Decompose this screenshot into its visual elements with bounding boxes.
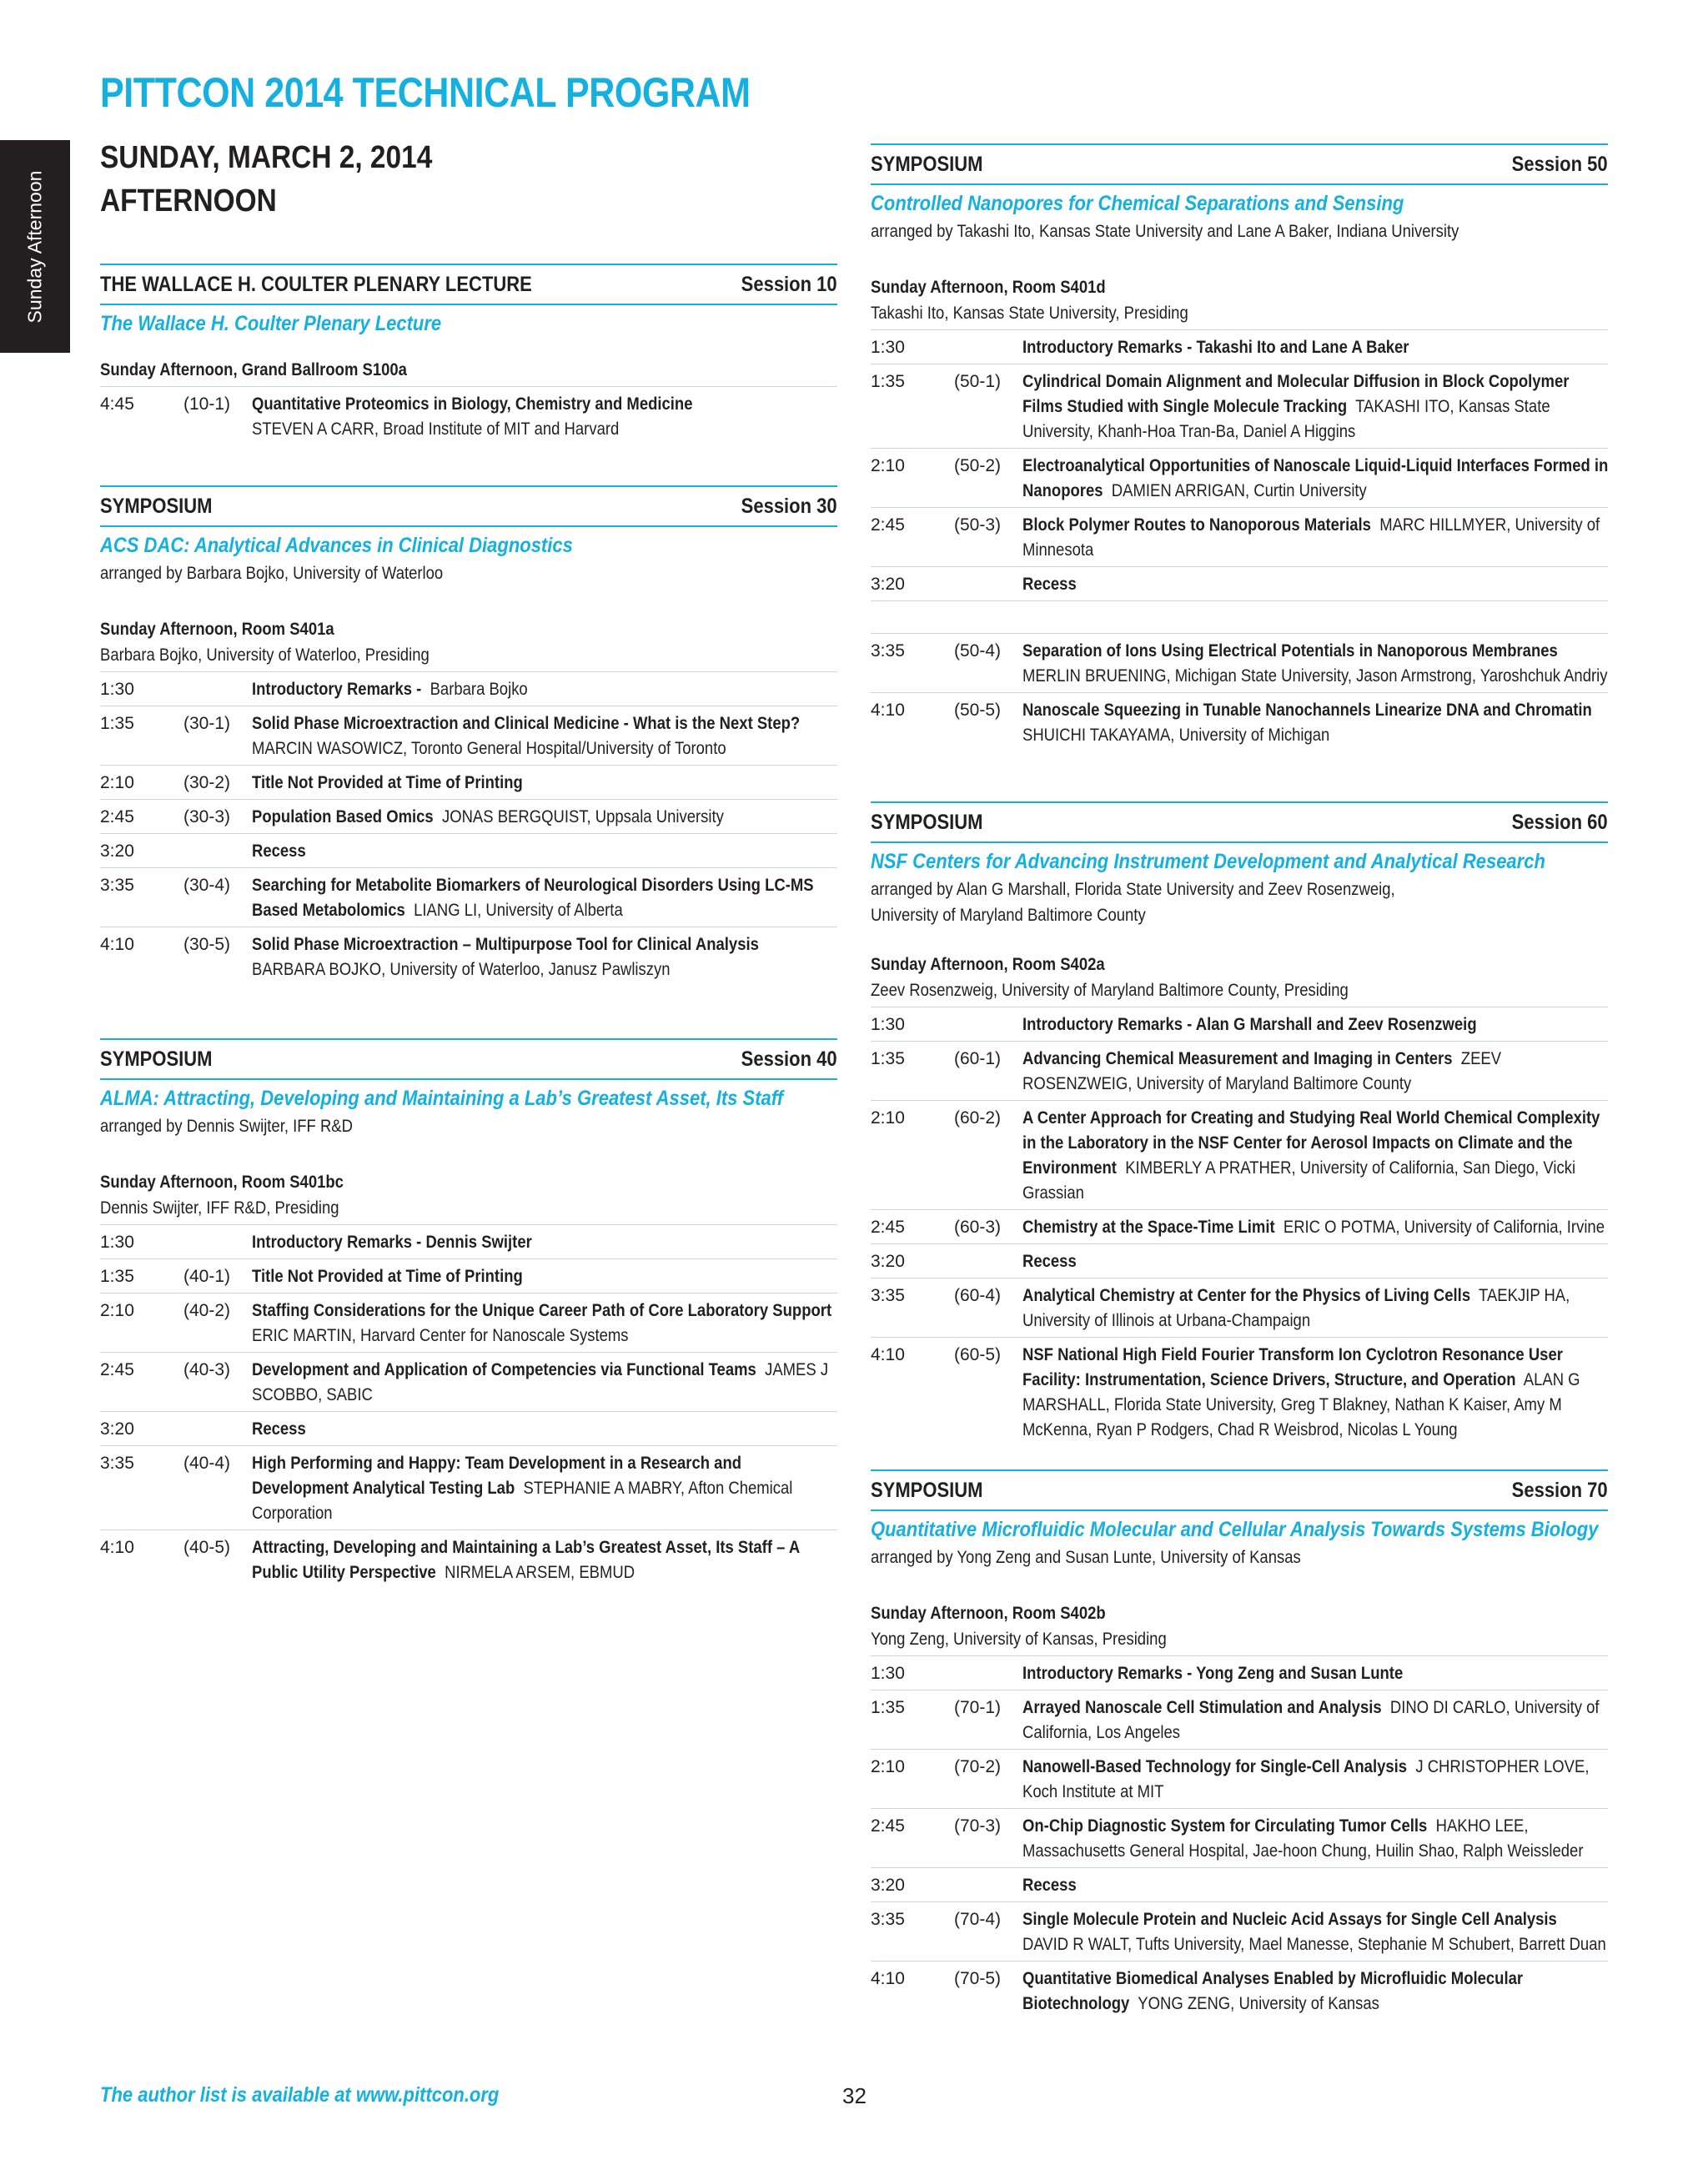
talk-time: 4:10 <box>871 1345 905 1364</box>
talk-code: (40-2) <box>183 1301 231 1320</box>
talk-authors: TAEKJIP HA, University of Illinois at Urbana-Champaign <box>1022 1286 1570 1330</box>
talk-time: 2:10 <box>100 773 134 792</box>
talk-row <box>871 692 1608 751</box>
talk-authors: DAMIEN ARRIGAN, Curtin University <box>1111 481 1367 500</box>
talk-authors: ALAN G MARSHALL, Florida State University, Greg T Blakney, Nathan K Kaiser, Amy M McKenna, Ryan P Rodgers, Chad R Weisbrod, Nicolas L Young <box>1022 1370 1580 1439</box>
talk-time: 4:45 <box>100 394 134 414</box>
talk-time: 1:30 <box>100 1233 134 1252</box>
talk-time: 1:35 <box>100 1267 134 1286</box>
talk-title: Title Not Provided at Time of Printing <box>252 1267 523 1286</box>
session-arranged-by: arranged by Alan G Marshall, Florida State University and Zeev Rosenzweig, <box>871 880 1395 899</box>
talk-row <box>871 633 1608 692</box>
talk-row <box>100 867 837 927</box>
talk-title: Quantitative Biomedical Analyses Enabled by Microfluidic Molecular Biotechnology <box>1022 1969 1524 2013</box>
talk-row <box>100 1445 837 1530</box>
talk-row <box>871 1961 1608 2020</box>
talk-code: (70-2) <box>954 1757 1002 1776</box>
session-type: SYMPOSIUM <box>871 1478 983 1502</box>
talk-authors: LIANG LI, University of Alberta <box>414 901 623 920</box>
talk-time: 2:10 <box>871 1757 905 1776</box>
talk-time: 4:10 <box>100 1538 134 1557</box>
talk-title: Introductory Remarks - Takashi Ito and Lane A Baker <box>1022 338 1409 357</box>
talk-code: (60-4) <box>954 1286 1002 1305</box>
talk-title: Chemistry at the Space-Time Limit <box>1022 1218 1275 1237</box>
session-room: Sunday Afternoon, Room S401d <box>871 278 1106 297</box>
talk-authors: BARBARA BOJKO, University of Waterloo, Janusz Pawliszyn <box>252 960 671 979</box>
talk-row <box>871 1655 1608 1690</box>
talk-time: 2:45 <box>871 1816 905 1836</box>
talk-title: Population Based Omics <box>252 807 434 826</box>
talk-time: 3:35 <box>100 876 134 895</box>
talk-code: (70-4) <box>954 1910 1002 1929</box>
talk-code: (40-5) <box>183 1538 231 1557</box>
session-number: Session 30 <box>741 494 837 518</box>
talk-time: 4:10 <box>871 701 905 720</box>
talk-authors: ERIC O POTMA, University of California, Irvine <box>1283 1218 1605 1237</box>
talk-row <box>871 1901 1608 1961</box>
talk-time: 3:20 <box>871 575 905 594</box>
talk-title: High Performing and Happy: Team Development in a Research and Development Analytical Testing Lab <box>252 1454 742 1498</box>
session-type: THE WALLACE H. COULTER PLENARY LECTURE <box>100 272 532 296</box>
talk-title: Nanoscale Squeezing in Tunable Nanochannels Linearize DNA and Chromatin <box>1022 701 1592 720</box>
talk-title: Recess <box>252 1419 306 1439</box>
talk-code: (30-2) <box>183 773 231 792</box>
talk-code: (40-4) <box>183 1454 231 1473</box>
talk-code: (70-1) <box>954 1698 1002 1717</box>
talk-title: Recess <box>1022 575 1077 594</box>
talk-authors: SHUICHI TAKAYAMA, University of Michigan <box>1022 726 1330 745</box>
talk-title: Title Not Provided at Time of Printing <box>252 773 523 792</box>
session-number: Session 60 <box>1512 810 1608 834</box>
talk-time: 3:20 <box>871 1876 905 1895</box>
session-number: Session 70 <box>1512 1478 1608 1502</box>
session-room: Sunday Afternoon, Room S402a <box>871 955 1105 974</box>
talk-code <box>954 572 1022 597</box>
talk-authors: NIRMELA ARSEM, EBMUD <box>445 1563 635 1582</box>
footer-author-list-note: The author list is available at www.pittcon.org <box>100 2083 500 2107</box>
talk-row <box>100 927 837 986</box>
talk-row <box>100 765 837 799</box>
talk-code <box>183 1417 252 1442</box>
session-title: Quantitative Microfluidic Molecular and Cellular Analysis Towards Systems Biology <box>871 1518 1599 1541</box>
talk-code: (60-1) <box>954 1049 1002 1068</box>
talk-code <box>183 1230 252 1255</box>
talk-title: Single Molecule Protein and Nucleic Acid Assays for Single Cell Analysis <box>1022 1910 1557 1929</box>
talk-title: Introductory Remarks - Dennis Swijter <box>252 1233 532 1252</box>
talk-title: Recess <box>1022 1876 1077 1895</box>
talk-title: Introductory Remarks - Alan G Marshall and Zeev Rosenzweig <box>1022 1015 1477 1034</box>
session-30 <box>100 485 837 986</box>
session-presiding: Yong Zeng, University of Kansas, Presiding <box>871 1630 1167 1649</box>
session-60 <box>871 801 1608 1446</box>
session-number: Session 40 <box>741 1047 837 1071</box>
talk-code: (60-5) <box>954 1345 1002 1364</box>
session-header <box>871 143 1608 185</box>
session-title: The Wallace H. Coulter Plenary Lecture <box>100 312 442 335</box>
session-arranged-by: arranged by Dennis Swijter, IFF R&D <box>100 1117 353 1136</box>
talk-title: On-Chip Diagnostic System for Circulating Tumor Cells <box>1022 1816 1428 1836</box>
talk-time: 1:30 <box>871 1015 905 1034</box>
talk-time: 2:45 <box>871 1218 905 1237</box>
talk-authors: DAVID R WALT, Tufts University, Mael Manesse, Stephanie M Schubert, Barrett Duan <box>1022 1935 1606 1954</box>
session-header <box>871 801 1608 843</box>
talk-row <box>100 386 837 445</box>
session-title: Controlled Nanopores for Chemical Separations and Sensing <box>871 192 1404 215</box>
talk-row <box>871 1209 1608 1243</box>
talk-title: Recess <box>252 841 306 861</box>
talk-list <box>871 1007 1608 1446</box>
talk-authors: ZEEV ROSENZWEIG, University of Maryland Baltimore County <box>1022 1049 1502 1093</box>
session-10 <box>100 264 837 445</box>
talk-title: Searching for Metabolite Biomarkers of Neurological Disorders Using LC-MS Based Metabolomics <box>252 876 814 920</box>
session-number: Session 50 <box>1512 152 1608 176</box>
talk-title: A Center Approach for Creating and Studying Real World Chemical Complexity in the Laboratory in the NSF Center for Aerosol Impacts on Climate and the Environment <box>1022 1108 1600 1178</box>
talk-row <box>871 1100 1608 1209</box>
session-title: ALMA: Attracting, Developing and Maintaining a Lab’s Greatest Asset, Its Staff <box>100 1087 784 1110</box>
talk-row <box>100 1411 837 1445</box>
talk-title: Introductory Remarks - Yong Zeng and Susan Lunte <box>1022 1664 1404 1683</box>
talk-time: 2:10 <box>871 456 905 475</box>
talk-time: 1:30 <box>871 338 905 357</box>
talk-row <box>871 1337 1608 1446</box>
part-of-day-line: AFTERNOON <box>100 183 277 219</box>
session-type: SYMPOSIUM <box>871 810 983 834</box>
talk-title: Arrayed Nanoscale Cell Stimulation and Analysis <box>1022 1698 1382 1717</box>
talk-title: Analytical Chemistry at Center for the Physics of Living Cells <box>1022 1286 1471 1305</box>
talk-row <box>871 364 1608 448</box>
talk-code: (50-2) <box>954 456 1002 475</box>
talk-time: 2:10 <box>100 1301 134 1320</box>
session-arranged-by: arranged by Yong Zeng and Susan Lunte, University of Kansas <box>871 1548 1301 1567</box>
talk-title: Electroanalytical Opportunities of Nanoscale Liquid-Liquid Interfaces Formed in Nanopores <box>1022 456 1609 500</box>
talk-time: 1:30 <box>871 1664 905 1683</box>
talk-title: Development and Application of Competencies via Functional Teams <box>252 1360 756 1379</box>
talk-time: 4:10 <box>871 1969 905 1988</box>
talk-row <box>100 833 837 867</box>
session-header <box>871 1469 1608 1511</box>
talk-row <box>871 1041 1608 1100</box>
session-type: SYMPOSIUM <box>871 152 983 176</box>
talk-time: 3:35 <box>100 1454 134 1473</box>
session-presiding: Dennis Swijter, IFF R&D, Presiding <box>100 1198 339 1218</box>
talk-row <box>871 507 1608 566</box>
talk-title: Introductory Remarks - <box>252 680 422 699</box>
side-tab-label: Sunday Afternoon <box>23 170 46 324</box>
talk-code: (30-3) <box>183 807 231 826</box>
talk-title: Staffing Considerations for the Unique Career Path of Core Laboratory Support <box>252 1301 832 1320</box>
session-50 <box>871 143 1608 751</box>
talk-code: (60-2) <box>954 1108 1002 1128</box>
talk-time: 1:35 <box>871 1049 905 1068</box>
talk-list <box>871 1655 1608 2020</box>
talk-row <box>100 1530 837 1589</box>
talk-authors: TAKASHI ITO, Kansas State University, Khanh-Hoa Tran-Ba, Daniel A Higgins <box>1022 397 1550 441</box>
session-type: SYMPOSIUM <box>100 494 213 518</box>
talk-row <box>100 1352 837 1411</box>
talk-authors: KIMBERLY A PRATHER, University of California, San Diego, Vicki Grassian <box>1022 1158 1576 1203</box>
talk-row <box>871 329 1608 364</box>
talk-code: (10-1) <box>183 394 231 414</box>
talk-code: (70-3) <box>954 1816 1002 1836</box>
talk-title: Advancing Chemical Measurement and Imaging in Centers <box>1022 1049 1453 1068</box>
talk-title: Solid Phase Microextraction and Clinical Medicine - What is the Next Step? <box>252 714 801 733</box>
talk-time: 3:20 <box>100 841 134 861</box>
session-presiding: Zeev Rosenzweig, University of Maryland Baltimore County, Presiding <box>871 981 1349 1000</box>
talk-title: Recess <box>1022 1252 1077 1271</box>
talk-authors: MERLIN BRUENING, Michigan State University, Jason Armstrong, Yaroshchuk Andriy <box>1022 666 1608 686</box>
page-date-heading <box>100 136 432 223</box>
talk-authors: Barbara Bojko <box>430 680 528 699</box>
talk-code: (50-3) <box>954 515 1002 535</box>
talk-row <box>100 1258 837 1293</box>
page-title: PITTCON 2014 TECHNICAL PROGRAM <box>100 69 751 116</box>
talk-row <box>871 566 1608 600</box>
session-number: Session 10 <box>741 272 837 296</box>
talk-code <box>954 1873 1022 1898</box>
talk-title: Separation of Ions Using Electrical Potentials in Nanoporous Membranes <box>1022 641 1558 661</box>
section-side-tab <box>0 140 70 353</box>
talk-row <box>100 1224 837 1258</box>
talk-time: 2:10 <box>871 1108 905 1128</box>
talk-authors: HAKHO LEE, Massachusetts General Hospital, Jae-hoon Chung, Huilin Shao, Ralph Weissleder <box>1022 1816 1584 1861</box>
talk-title: Cylindrical Domain Alignment and Molecular Diffusion in Block Copolymer Films Studied with Single Molecule Tracking <box>1022 372 1570 416</box>
talk-code: (30-4) <box>183 876 231 895</box>
talk-time: 3:35 <box>871 1286 905 1305</box>
session-presiding: Barbara Bojko, University of Waterloo, Presiding <box>100 645 430 665</box>
talk-row <box>871 1278 1608 1337</box>
talk-authors: DINO DI CARLO, University of California, Los Angeles <box>1022 1698 1600 1742</box>
talk-authors: MARC HILLMYER, University of Minnesota <box>1022 515 1600 560</box>
talk-title: NSF National High Field Fourier Transform Ion Cyclotron Resonance User Facility: Instrumentation, Science Drivers, Structure, and Operation <box>1022 1345 1563 1389</box>
page-number: 32 <box>842 2083 867 2108</box>
talk-code <box>954 1661 1022 1686</box>
talk-row <box>100 671 837 706</box>
talk-title: Solid Phase Microextraction – Multipurpose Tool for Clinical Analysis <box>252 935 759 954</box>
talk-list <box>100 671 837 986</box>
talk-code <box>183 839 252 864</box>
talk-authors: STEPHANIE A MABRY, Afton Chemical Corporation <box>252 1479 793 1523</box>
talk-time: 1:35 <box>100 714 134 733</box>
talk-row <box>871 1867 1608 1901</box>
talk-title: Quantitative Proteomics in Biology, Chemistry and Medicine <box>252 394 693 414</box>
session-arranged-by: arranged by Takashi Ito, Kansas State University and Lane A Baker, Indiana University <box>871 222 1459 241</box>
talk-row <box>100 706 837 765</box>
talk-authors: YONG ZENG, University of Kansas <box>1138 1994 1379 2013</box>
session-40 <box>100 1038 837 1589</box>
talk-time: 3:20 <box>871 1252 905 1271</box>
talk-row <box>100 1293 837 1352</box>
talk-row <box>871 1690 1608 1749</box>
session-header <box>100 264 837 305</box>
talk-code <box>954 335 1022 360</box>
talk-code <box>954 1012 1022 1037</box>
session-room: Sunday Afternoon, Grand Ballroom S100a <box>100 360 407 379</box>
talk-time: 3:35 <box>871 641 905 661</box>
talk-time: 1:35 <box>871 1698 905 1717</box>
talk-code: (70-5) <box>954 1969 1002 1988</box>
talk-code: (40-1) <box>183 1267 231 1286</box>
talk-code: (40-3) <box>183 1360 231 1379</box>
talk-code: (50-5) <box>954 701 1002 720</box>
talk-title: Block Polymer Routes to Nanoporous Materials <box>1022 515 1371 535</box>
talk-list <box>100 386 837 445</box>
session-type: SYMPOSIUM <box>100 1047 213 1071</box>
talk-row <box>871 1243 1608 1278</box>
talk-time: 4:10 <box>100 935 134 954</box>
session-presiding: Takashi Ito, Kansas State University, Presiding <box>871 304 1188 323</box>
talk-title: Attracting, Developing and Maintaining a Lab’s Greatest Asset, Its Staff – A Public Utility Perspective <box>252 1538 800 1582</box>
talk-code: (30-1) <box>183 714 231 733</box>
talk-authors: STEVEN A CARR, Broad Institute of MIT and Harvard <box>252 419 620 439</box>
talk-time: 1:30 <box>100 680 134 699</box>
talk-code: (30-5) <box>183 935 231 954</box>
session-arranged-by-cont: University of Maryland Baltimore County <box>871 906 1146 925</box>
session-room: Sunday Afternoon, Room S401a <box>100 620 334 639</box>
date-line: SUNDAY, MARCH 2, 2014 <box>100 140 433 175</box>
talk-list <box>871 329 1608 751</box>
session-70 <box>871 1469 1608 2020</box>
talk-authors: JAMES J SCOBBO, SABIC <box>252 1360 829 1404</box>
talk-time: 1:35 <box>871 372 905 391</box>
talk-row <box>100 799 837 833</box>
session-room: Sunday Afternoon, Room S401bc <box>100 1173 344 1192</box>
session-title: ACS DAC: Analytical Advances in Clinical Diagnostics <box>100 534 573 557</box>
talk-list <box>100 1224 837 1589</box>
session-title: NSF Centers for Advancing Instrument Development and Analytical Research <box>871 850 1545 873</box>
talk-authors: JONAS BERGQUIST, Uppsala University <box>441 807 724 826</box>
talk-code <box>183 677 252 702</box>
session-room: Sunday Afternoon, Room S402b <box>871 1604 1106 1623</box>
talk-authors: ERIC MARTIN, Harvard Center for Nanoscale Systems <box>252 1326 629 1345</box>
talk-authors: MARCIN WASOWICZ, Toronto General Hospital/University of Toronto <box>252 739 726 758</box>
talk-code: (60-3) <box>954 1218 1002 1237</box>
session-header <box>100 1038 837 1080</box>
session-header <box>100 485 837 527</box>
talk-row <box>871 1007 1608 1041</box>
talk-code: (50-4) <box>954 641 1002 661</box>
talk-row <box>871 1749 1608 1808</box>
talk-time: 3:35 <box>871 1910 905 1929</box>
talk-row <box>871 448 1608 507</box>
talk-code <box>954 1249 1022 1274</box>
talk-time: 2:45 <box>100 1360 134 1379</box>
session-arranged-by: arranged by Barbara Bojko, University of Waterloo <box>100 564 444 583</box>
talk-title: Nanowell-Based Technology for Single-Cell Analysis <box>1022 1757 1408 1776</box>
talk-time: 2:45 <box>871 515 905 535</box>
talk-time: 3:20 <box>100 1419 134 1439</box>
talk-time: 2:45 <box>100 807 134 826</box>
talk-row-spacer <box>871 600 1608 633</box>
talk-authors: J CHRISTOPHER LOVE, Koch Institute at MIT <box>1022 1757 1590 1801</box>
talk-row <box>871 1808 1608 1867</box>
talk-code: (50-1) <box>954 372 1002 391</box>
